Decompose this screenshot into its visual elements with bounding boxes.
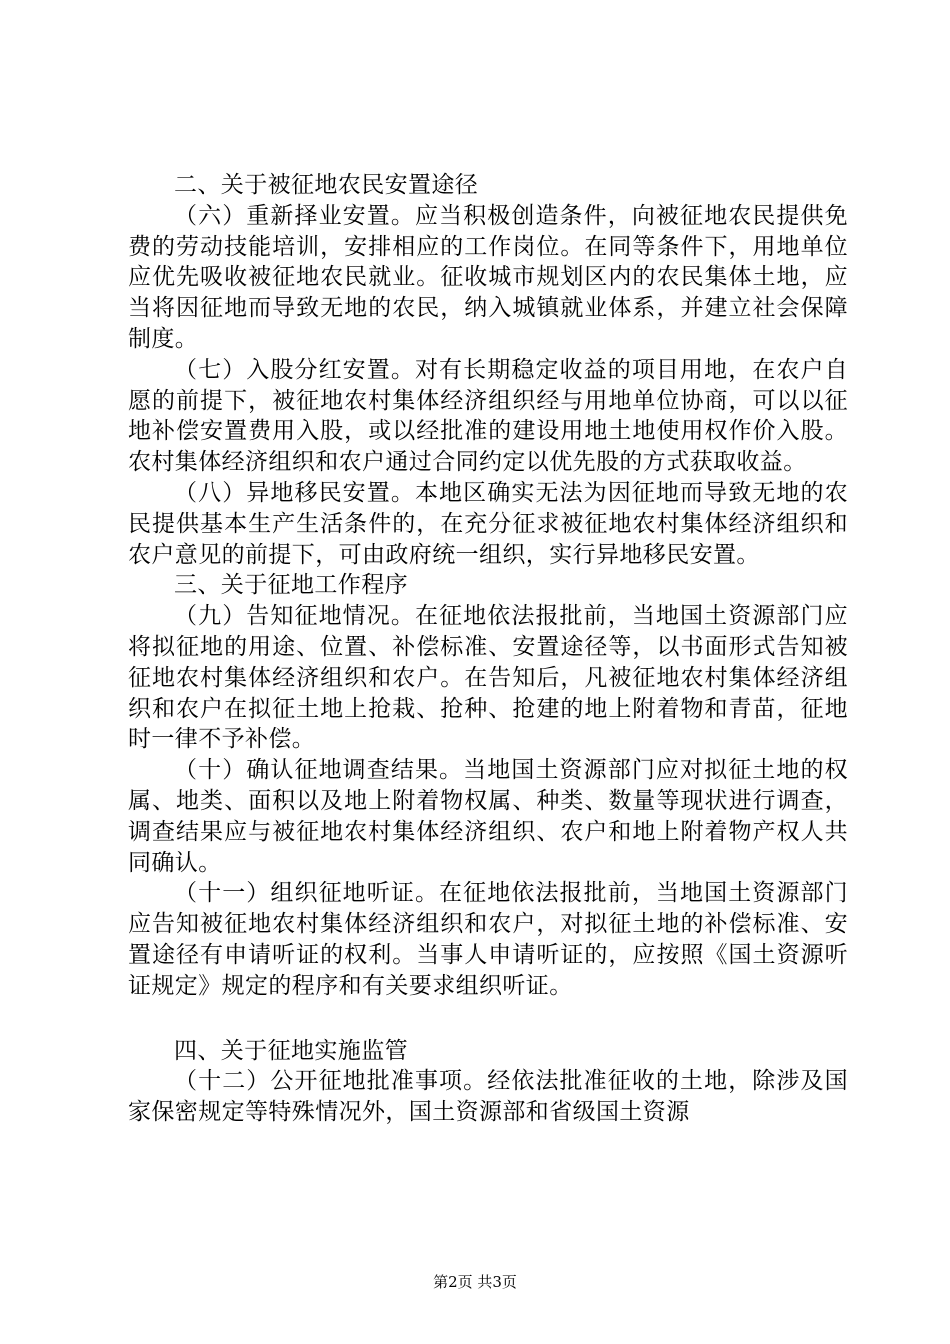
paragraph-9: （九）告知征地情况。在征地依法报批前，当地国土资源部门应将拟征地的用途、位置、补偿标准、安置途径等，以书面形式告知被征地农村集体经济组织和农户。在告知后，凡被征地农村集体经济组织和农户在拟征土地上抢栽、抢种、抢建的地上附着物和青苗，征地时一律不予补偿。 [128, 603, 848, 753]
paragraph-6: （六）重新择业安置。应当积极创造条件，向被征地农民提供免费的劳动技能培训，安排相应的工作岗位。在同等条件下，用地单位应优先吸收被征地农民就业。征收城市规划区内的农民集体土地，应当将因征地而导致无地的农民，纳入城镇就业体系，并建立社会保障制度。 [128, 202, 848, 352]
document-body [128, 170, 848, 1128]
section-heading-3: 三、关于征地工作程序 [174, 572, 408, 599]
section-gap [128, 1002, 848, 1036]
paragraph-10: （十）确认征地调查结果。当地国土资源部门应对拟征土地的权属、地类、面积以及地上附着物权属、种类、数量等现状进行调查，调查结果应与被征地农村集体经济组织、农户和地上附着物产权人共同确认。 [128, 757, 848, 876]
section-heading-4: 四、关于征地实施监管 [174, 1037, 408, 1064]
section-heading-2: 二、关于被征地农民安置途径 [174, 172, 479, 198]
page-footer: 第2页 共3页 [433, 1273, 517, 1291]
paragraph-11: （十一）组织征地听证。在征地依法报批前，当地国土资源部门应告知被征地农村集体经济组织和农户，对拟征土地的补偿标准、安置途径有申请听证的权利。当事人申请听证的，应按照《国土资源听证规定》规定的程序和有关要求组织听证。 [128, 880, 848, 999]
paragraph-8: （八）异地移民安置。本地区确实无法为因征地而导致无地的农民提供基本生产生活条件的，在充分征求被征地农村集体经济组织和农户意见的前提下，可由政府统一组织，实行异地移民安置。 [128, 479, 848, 568]
paragraph-12: （十二）公开征地批准事项。经依法批准征收的土地，除涉及国家保密规定等特殊情况外，国土资源部和省级国土资源 [128, 1068, 848, 1126]
paragraph-7: （七）入股分红安置。对有长期稳定收益的项目用地，在农户自愿的前提下，被征地农村集体经济组织经与用地单位协商，可以以征地补偿安置费用入股，或以经批准的建设用地土地使用权作价入股。农村集体经济组织和农户通过合同约定以优先股的方式获取收益。 [128, 356, 848, 476]
